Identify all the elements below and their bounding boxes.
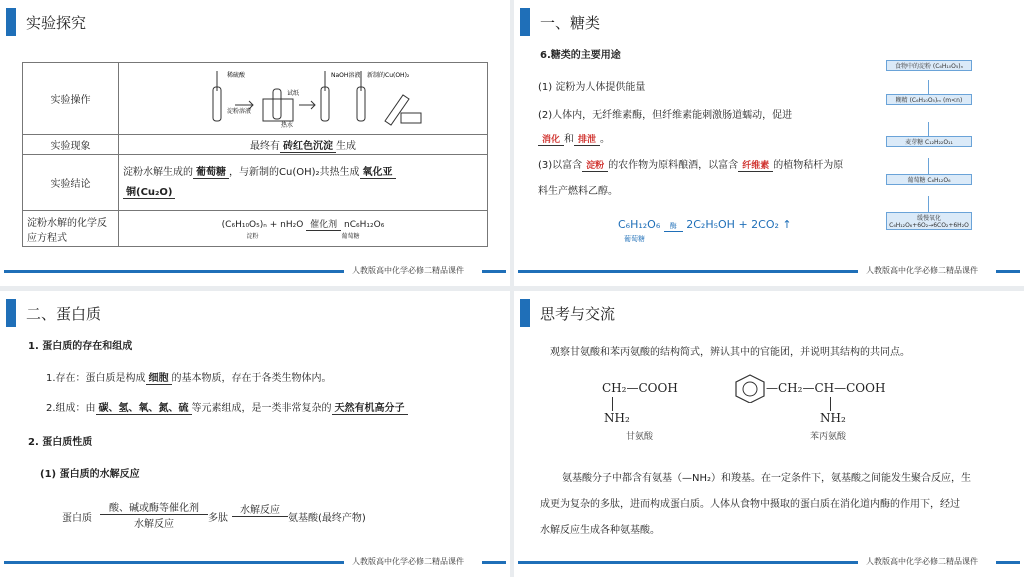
slide-footer — [514, 264, 1024, 276]
equation-sub-left: 淀粉 — [246, 232, 259, 240]
hydrolysis-product: 氨基酸(最终产物) — [288, 513, 366, 524]
conclusion-cell — [119, 155, 488, 211]
glycine-label: 甘氨酸 — [626, 432, 654, 442]
ferm-sub: 葡萄糖 — [624, 235, 645, 243]
hydrolysis-polypeptide: 多肽 — [208, 513, 228, 524]
conclusion-mid: ，与新制的Cu(OH)₂共热生成 — [229, 166, 360, 178]
discussion-question: 观察甘氨酸和苯丙氨酸的结构简式，辨认其中的官能团，并说明其结构的共同点。 — [550, 347, 910, 358]
slide-title: 思考与交流 — [540, 305, 616, 323]
existence-line — [46, 369, 332, 384]
flow-step-5: 缓慢氧化 C₆H₁₂O₆+6O₂→6CO₂+6H₂O — [886, 212, 972, 230]
label-naoh: NaOH溶液 — [331, 72, 361, 79]
hydrolysis-condition-1b: 水解反应 — [134, 519, 174, 530]
heading-properties: 2. 蛋白质性质 — [28, 437, 93, 448]
use-3-mid: 的农作物为原料酿酒，以富含 — [608, 160, 739, 171]
ferm-condition: 酶 — [664, 221, 683, 232]
footer-line-left — [518, 561, 858, 564]
flow-arrow — [928, 80, 929, 94]
footer-line-right — [482, 561, 506, 564]
answer-cellulose: 纤维素 — [738, 161, 773, 172]
label-test-paper: 试纸 — [287, 90, 300, 97]
footer-text: 人教版高中化学必修二精品课件 — [352, 266, 464, 275]
conclusion-answer-1: 葡萄糖 — [193, 167, 229, 179]
answer-cell: 细胞 — [146, 373, 172, 385]
flow-arrow — [928, 122, 929, 136]
slide-sugars[interactable] — [514, 0, 1024, 286]
hydrolysis-condition-1: 酸、碱或酶等催化剂 — [100, 499, 208, 515]
flow-step-1: 食物中的淀粉 (C₆H₁₀O₅)ₙ — [886, 60, 972, 71]
benzene-ring-icon — [732, 373, 768, 403]
phenomenon-post: 生成 — [336, 141, 356, 152]
label-cuoh2: 新制的Cu(OH)₂ — [367, 72, 410, 79]
answer-starch: 淀粉 — [582, 161, 608, 172]
use-2-and: 和 — [564, 134, 575, 145]
title-accent-bar — [6, 8, 16, 36]
equation-condition: 催化剂 — [306, 217, 341, 231]
label-dilute-acid: 稀硫酸 — [227, 72, 246, 79]
section-subtitle: 6.糖类的主要用途 — [540, 50, 621, 61]
title-accent-bar — [6, 299, 16, 327]
footer-line-right — [996, 561, 1020, 564]
hydrolysis-start: 蛋白质 — [62, 513, 92, 524]
phenylalanine-bond — [830, 397, 831, 411]
glycine-formula: CH₂—COOH — [602, 381, 678, 395]
footer-text: 人教版高中化学必修二精品课件 — [866, 266, 978, 275]
row-header-phenomenon: 实验现象 — [23, 135, 119, 155]
slide-title: 实验探究 — [26, 14, 87, 32]
phenylalanine-label: 苯丙氨酸 — [810, 432, 847, 442]
glycine-nh2: NH₂ — [604, 411, 630, 425]
footer-line-left — [518, 270, 858, 273]
discussion-para-1: 氨基酸分子中都含有氨基（—NH₂）和羧基。在一定条件下，氨基酸之间能发生聚合反应，生 — [562, 473, 972, 484]
phenomenon-pre: 最终有 — [250, 141, 280, 152]
row-header-operation: 实验操作 — [23, 63, 119, 135]
footer-text: 人教版高中化学必修二精品课件 — [352, 557, 464, 566]
composition-pre: 2.组成：由 — [46, 403, 96, 414]
existence-post: 的基本物质，存在于各类生物体内。 — [171, 373, 332, 384]
footer-line-left — [4, 270, 344, 273]
use-3 — [538, 156, 843, 171]
discussion-para-2: 成更为复杂的多肽，进而构成蛋白质。人体从食物中摄取的蛋白质在消化道内酶的作用下，经过 — [540, 499, 960, 510]
answer-digestion: 消化 — [538, 135, 564, 146]
discussion-para-3: 水解反应生成各种氨基酸。 — [540, 525, 660, 536]
flow-arrow — [928, 196, 929, 212]
experiment-table — [22, 62, 488, 247]
footer-line-left — [4, 561, 344, 564]
apparatus-illustration — [119, 63, 488, 135]
phenomenon-cell — [119, 135, 488, 155]
equation-sub-right: 葡萄糖 — [341, 232, 360, 240]
heading-hydrolysis: (1) 蛋白质的水解反应 — [40, 469, 140, 480]
use-3-post: 的植物秸杆为原 — [773, 160, 844, 171]
fermentation-equation — [618, 218, 792, 232]
label-starch-solution: 淀粉溶液 — [227, 108, 252, 115]
use-2: (2)人体内，无纤维素酶，但纤维素能刺激肠道蠕动，促进 — [538, 110, 793, 121]
ferm-right: 2C₂H₅OH + 2CO₂ ↑ — [686, 218, 792, 231]
row-header-equation: 淀粉水解的化学反应方程式 — [23, 211, 119, 247]
flow-step-4: 葡萄糖 C₆H₁₂O₆ — [886, 174, 972, 185]
phenylalanine-nh2: NH₂ — [820, 411, 846, 425]
existence-pre: 1.存在：蛋白质是构成 — [46, 373, 146, 384]
use-1: (1) 淀粉为人体提供能量 — [538, 82, 646, 93]
footer-line-right — [482, 270, 506, 273]
slide-footer — [0, 264, 510, 276]
slide-discussion[interactable] — [514, 291, 1024, 577]
equation-cell — [119, 211, 488, 247]
heading-existence: 1. 蛋白质的存在和组成 — [28, 341, 133, 352]
equation-right: nC₆H₁₂O₆ — [344, 219, 385, 230]
use-2-answers: 消化 和 排泄 。 — [538, 130, 610, 145]
ferm-left: C₆H₁₂O₆ — [618, 218, 661, 231]
use-3-cont: 料生产燃料乙醇。 — [538, 186, 618, 197]
phenomenon-answer: 砖红色沉淀 — [280, 141, 336, 153]
slide-footer — [514, 555, 1024, 567]
slide-title: 一、糖类 — [540, 14, 601, 32]
answer-elements: 碳、氢、氧、氮、硫 — [96, 403, 192, 415]
flow-arrow — [928, 158, 929, 174]
slide-protein[interactable] — [0, 291, 510, 577]
glycine-bond — [612, 397, 613, 411]
flow-step-3: 麦芽糖 C₁₂H₂₂O₁₁ — [886, 136, 972, 147]
footer-text: 人教版高中化学必修二精品课件 — [866, 557, 978, 566]
composition-line — [46, 399, 408, 414]
slide-experiment[interactable] — [0, 0, 510, 286]
title-accent-bar — [520, 8, 530, 36]
phenylalanine-formula: —CH₂—CH—COOH — [766, 381, 886, 395]
conclusion-answer-2: 氧化亚 — [360, 167, 396, 179]
use-3-pre: (3)以富含 — [538, 160, 583, 171]
slide-title: 二、蛋白质 — [26, 305, 102, 323]
hydrolysis-condition-2: 水解反应 — [232, 501, 288, 517]
conclusion-pre: 淀粉水解生成的 — [123, 166, 193, 178]
slide-footer — [0, 555, 510, 567]
row-header-conclusion: 实验结论 — [23, 155, 119, 211]
answer-excretion: 排泄 — [574, 135, 600, 146]
answer-macromolecule: 天然有机高分子 — [332, 403, 408, 415]
footer-line-right — [996, 270, 1020, 273]
composition-mid: 等元素组成，是一类非常复杂的 — [191, 403, 332, 414]
label-hot-water: 热水 — [281, 122, 294, 129]
conclusion-answer-3: 铜(Cu₂O) — [123, 187, 175, 199]
equation-left: (C₆H₁₀O₅)ₙ + nH₂O — [221, 219, 304, 230]
title-accent-bar — [520, 299, 530, 327]
flow-step-2: 糊精 (C₆H₁₀O₅)ₘ (m<n) — [886, 94, 972, 105]
